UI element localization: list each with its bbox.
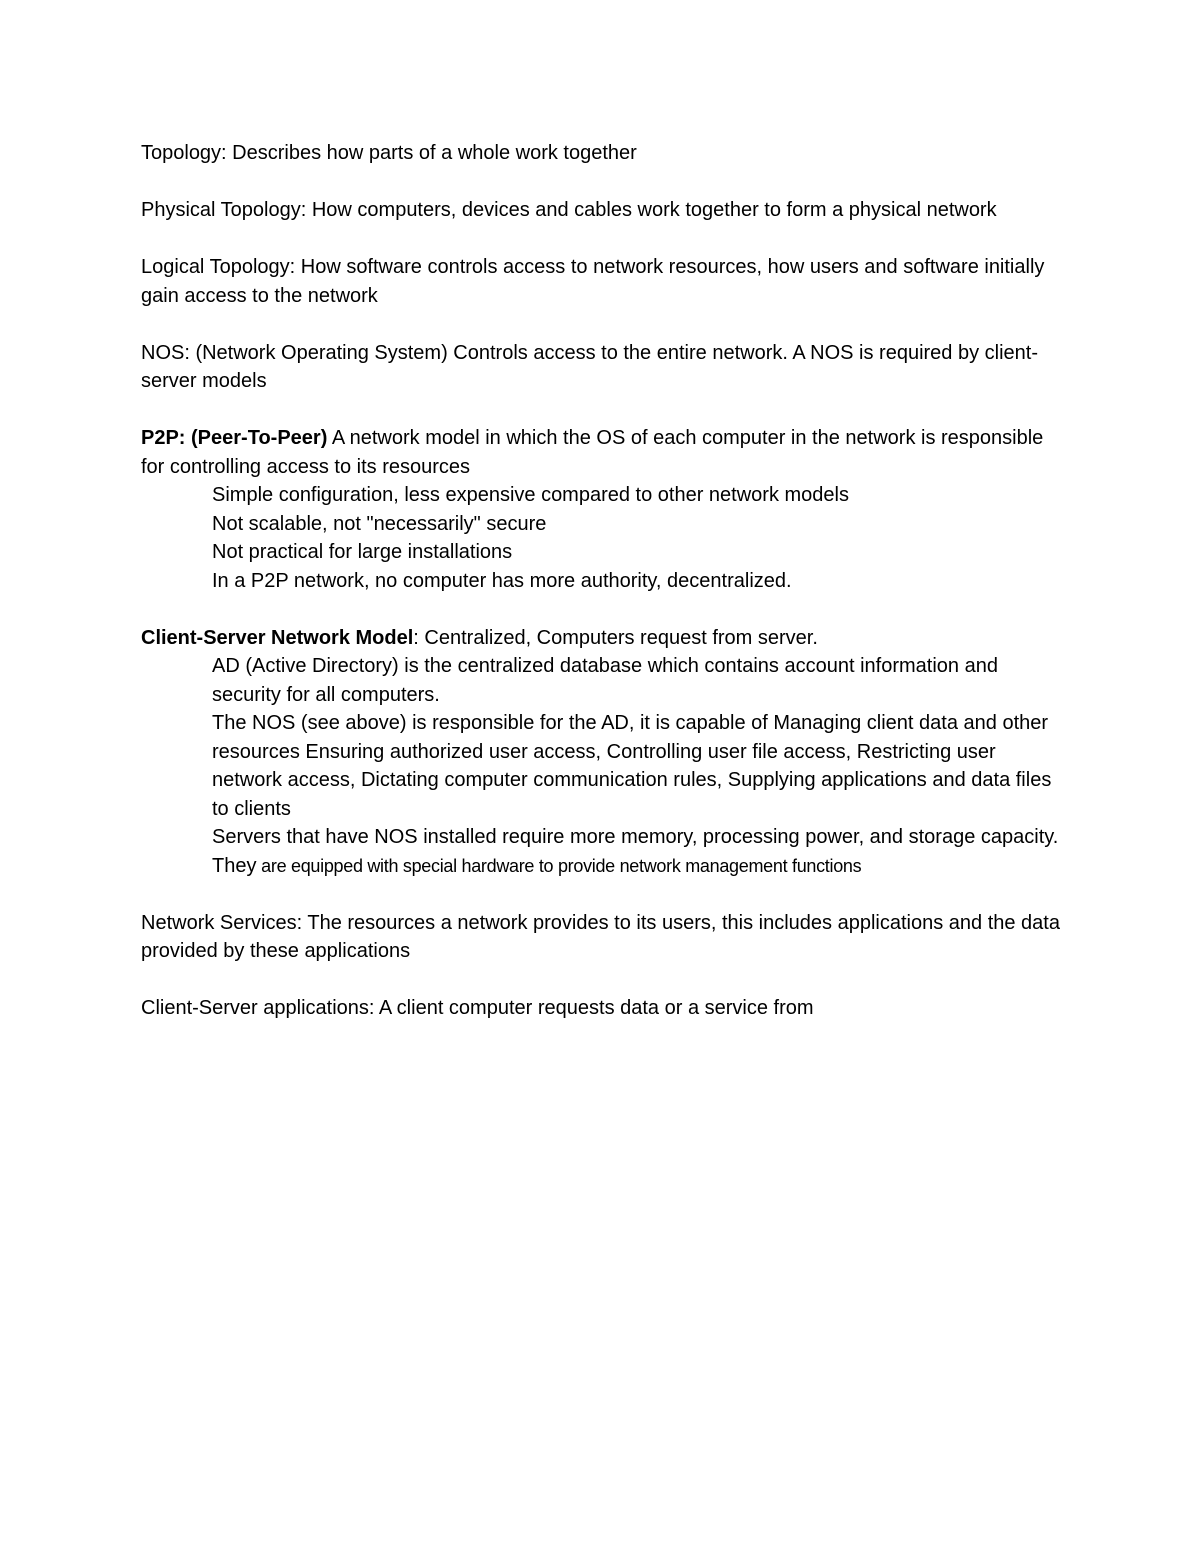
- p2p-term: P2P: (Peer-To-Peer): [141, 427, 328, 449]
- network-services-definition: Network Services: The resources a network provides to its users, this includes applications and the data provided by these applications: [141, 911, 1060, 962]
- p2p-point: In a P2P network, no computer has more authority, decentralized.: [212, 569, 792, 592]
- client-server-description: : Centralized, Computers request from server.: [413, 626, 818, 649]
- logical-topology-definition: Logical Topology: How software controls access to network resources, how users and software initially gain access to the network: [141, 256, 1045, 307]
- client-server-point-end: are equipped with special hardware to provide network management functions: [256, 855, 862, 876]
- p2p-point: Not scalable, not "necessarily" secure: [212, 512, 547, 535]
- client-server-point: The NOS (see above) is responsible for the AD, it is capable of Managing client data and other resources Ensuring authorized user access, Controlling user file access, Restricting user network access, Dictating computer communication rules, Supplying applications and data files to clients: [212, 712, 1052, 820]
- client-server-point-start: Servers that have NOS installed require more memory, processing power, and storage capacity. They: [212, 826, 1059, 877]
- client-server-point: AD (Active Directory) is the centralized database which contains account information and security for all computers.: [212, 655, 998, 706]
- physical-topology-definition: Physical Topology: How computers, devices and cables work together to form a physical network: [141, 199, 997, 221]
- client-server-section: [141, 624, 1071, 881]
- p2p-point: Simple configuration, less expensive compared to other network models: [212, 484, 849, 506]
- p2p-point: Not practical for large installations: [212, 541, 513, 563]
- document-body: [141, 139, 1071, 1023]
- client-server-applications-definition: Client-Server applications: A client computer requests data or a service from: [141, 997, 814, 1019]
- nos-definition: NOS: (Network Operating System) Controls access to the entire network. A NOS is required by client-server models: [141, 341, 1039, 392]
- p2p-description: A network model in which the OS of each computer in the network is responsible for controlling access to its resources: [141, 427, 1044, 478]
- topology-definition: Topology: Describes how parts of a whole work together: [141, 142, 637, 164]
- client-server-definition: [141, 624, 1071, 653]
- client-server-term: Client-Server Network Model: [141, 626, 414, 649]
- p2p-section: [141, 424, 1071, 595]
- p2p-definition: [141, 424, 1071, 481]
- client-server-point: [212, 823, 1071, 880]
